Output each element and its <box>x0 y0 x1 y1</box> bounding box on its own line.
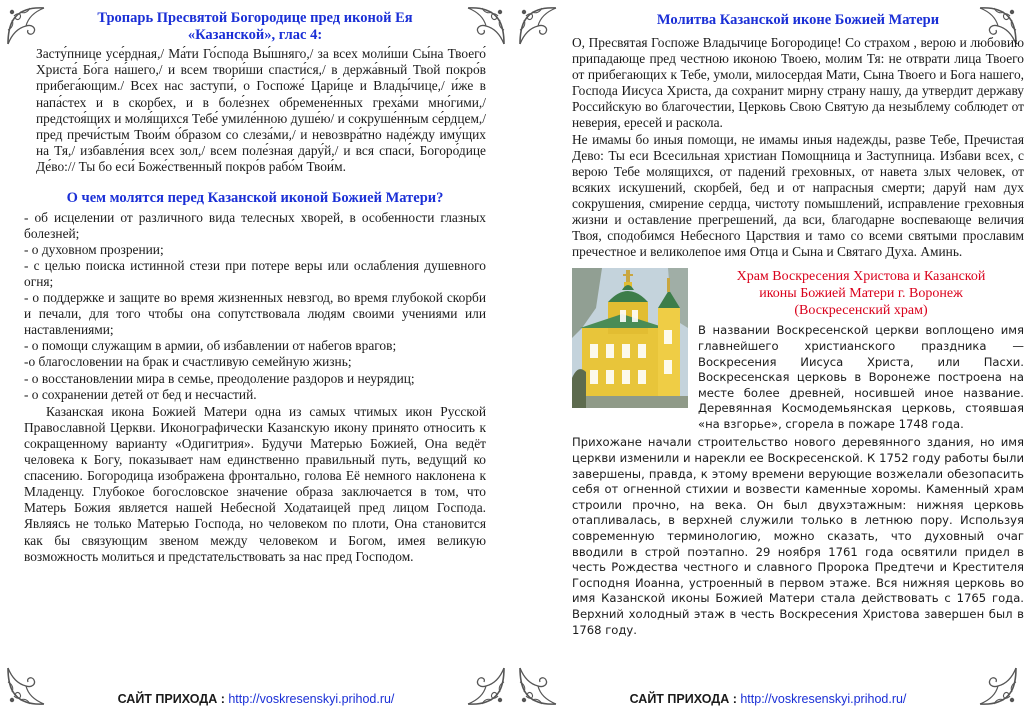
list-item: -о благословении на брак и счастливую семейную жизнь; <box>24 354 352 370</box>
troparion-title-line1: Тропарь Пресвятой Богородице пред иконой Ея <box>97 10 413 26</box>
site-link[interactable]: http://voskresenskyi.prihod.ru/ <box>740 692 907 706</box>
footer-label: САЙТ ПРИХОДА : <box>117 692 225 706</box>
church-title-line1: Храм Воскресения Христова и Казанской <box>736 269 986 285</box>
list-item: - об исцелении от различного вида телесных хворей, в особенности глазных болезней; <box>24 209 486 241</box>
list-item: - о помощи служащим в армии, об избавлении от набегов врагов; <box>24 338 397 354</box>
site-link[interactable]: http://voskresenskyi.prihod.ru/ <box>228 692 395 706</box>
list-item: - о восстановлении мира в семье, преодоление раздоров и неурядиц; <box>24 370 415 386</box>
right-content <box>572 10 1024 638</box>
ornament-corner-icon <box>516 4 560 48</box>
troparion-text: Засту́пнице усе́рдная,/ Ма́ти Го́спода Вы́шняго,/ за всех моли́ши Сы́на Твоего́ Христа́ Бо́га на́шего,/ и всем твори́ши спасти́ся,/ в держа́вный Твой покро́в прибега́ющим./ Всех нас заступи́, о Госпоже́ Цари́це и Влады́чице,/ и́же в напа́стех и в скорбех, и в боле́знех обремене́нных греха́ми мно́гими,/ предстоя́щих и моля́щихся Тебе́ умиле́нною душе́ю/ и сокруше́нным се́рдцем,/ пред пречи́стым Твои́м о́бразом со слеза́ми,/ и невозвра́тно наде́жду иму́щих на Тя,/ избавле́ния всех зол,/ всем поле́зная дару́й,/ и вся спаси́, Богоро́дице Де́во:// Ты бо еси́ Боже́ственный покро́в рабо́м Твои́м. <box>36 46 486 175</box>
prayer-paragraph-1: О, Пресвятая Госпоже Владычице Богородице! Со страхом , верою и любовию припадающе пред честною иконою Твоею, молим Тя: не отврати лица Твоего от прибегающих к Тебе, умоли, милосердая Мати, Сына Твоего и Бога нашего, Господа Иисуса Христа, да сохранит мирну страну нашу, да утвердит державу Российскую во благочестии, Церковь Свою Святую да незыблему соблюдет от неверия, ересей и раскола. <box>572 35 1024 131</box>
list-item: - о духовном прозрении; <box>24 241 164 257</box>
church-title <box>698 268 1024 319</box>
church-section <box>572 268 1024 432</box>
section-title: О чем молятся перед Казанской иконой Божией Матери? <box>66 189 444 206</box>
church-title-line3: (Воскресенский храм) <box>794 303 928 319</box>
footer <box>512 692 1024 706</box>
prayer-title: Молитва Казанской иконе Божией Матери <box>656 12 940 28</box>
footer <box>0 692 512 706</box>
troparion-title-line2: «Казанской», глас 4: <box>187 27 323 43</box>
church-intro <box>698 268 1024 432</box>
list-item: - с целью поиска истинной стези при потере веры или ослабления душевного огня; <box>24 257 486 289</box>
footer-label: САЙТ ПРИХОДА : <box>629 692 737 706</box>
right-page <box>512 0 1024 712</box>
church-photo <box>572 268 688 408</box>
church-title-line2: иконы Божией Матери г. Воронеж <box>759 286 963 302</box>
church-paragraph-1: В названии Воскресенской церкви воплощено имя главнейшего христианского праздника — Воскресения Иисуса Христа, или Пасхи. Воскресенская церковь в Воронеже построена на месте более древней, носившей иное название. Деревянная Космодемьянская церковь, стоявшая «на взгорье», сгорела в пожаре 1748 года. <box>698 323 1024 431</box>
list-item: - о поддержке и защите во время жизненных невзгод, во время глубокой скорби и печали, для того чтобы она сопутствовала людям своими учениями или наставлениями; <box>24 290 486 338</box>
troparion-title <box>24 10 486 44</box>
church-paragraph-2: Прихожане начали строительство нового деревянного здания, но имя церкви изменили и нарекли ее Воскресенской. К 1752 году работы были завершены, правда, к этому времени верующие возжелали обезопасить себя от огненной стихии и возвести каменные хоромы. Каменный храм строили прочно, на века. Он был двухэтажным: нижняя церковь отапливалась, в верхней служили только в летнюю пору. Используя современную терминологию, можно сказать, что духовный очаг вводили в строй поэтапно. 29 ноября 1761 года освятили придел в честь Рождества честного и славного Пророка Предтечи и Крестителя Господня Иоанна, устроенный в первом этаже. Вся нижняя церковь во имя Казанской иконы Божией Матери стала действовать с 1765 года. Верхний холодный этаж в честь Воскресения Христова завершен был в 1768 году. <box>572 435 1024 637</box>
left-content <box>24 10 486 565</box>
prayer-paragraph-2: Не имамы бо иныя помощи, не имамы иныя надежды, разве Тебе, Пречистая Дево: Ты еси Всесильная христиан Помощница и Заступница. Избави всех, с верою Тебе молящихся, от падений греховных, от навета злых человек, от всяких искушений, скорбей, бед и от напрасныя смерти; даруй нам дух сокрушения, смирение сердца, чистоту помышлений, исправление греховныя жизни и оставление прегрешений, да вси, благодарне воспевающе величия Твоя, сподобимся Небесного Царствия и тамо со всеми святыми прославим пречестное и великолепое имя Отца и Сына и Святаго Духа. Аминь. <box>572 131 1024 260</box>
list-item: - о сохранении детей от бед и несчастий. <box>24 386 257 402</box>
prayer-topics-list <box>24 210 486 403</box>
icon-description-paragraph: Казанская икона Божией Матери одна из самых чтимых икон Русской Православной Церкви. Иконографически Казанскую икону принято относить к сокращенному варианту «Одигитрия». Будучи Матерью Божией, Она ведёт человека к Богу, показывает нам единственно правильный путь, ведущий ко спасению. Богородица изображена фронтально, голова Её немного наклонена к Младенцу. Глубокое богословское значение образа заключается в том, что Матерь Божия является нашей Небесной Ходатаицей пред лицом Господа. Являясь не только Матерью Господа, но человеком по плоти, Она становится как бы связующим звеном между человеком и Богом, имея великую возможность молиться и предстательствовать за нас пред Господом. <box>24 403 486 564</box>
